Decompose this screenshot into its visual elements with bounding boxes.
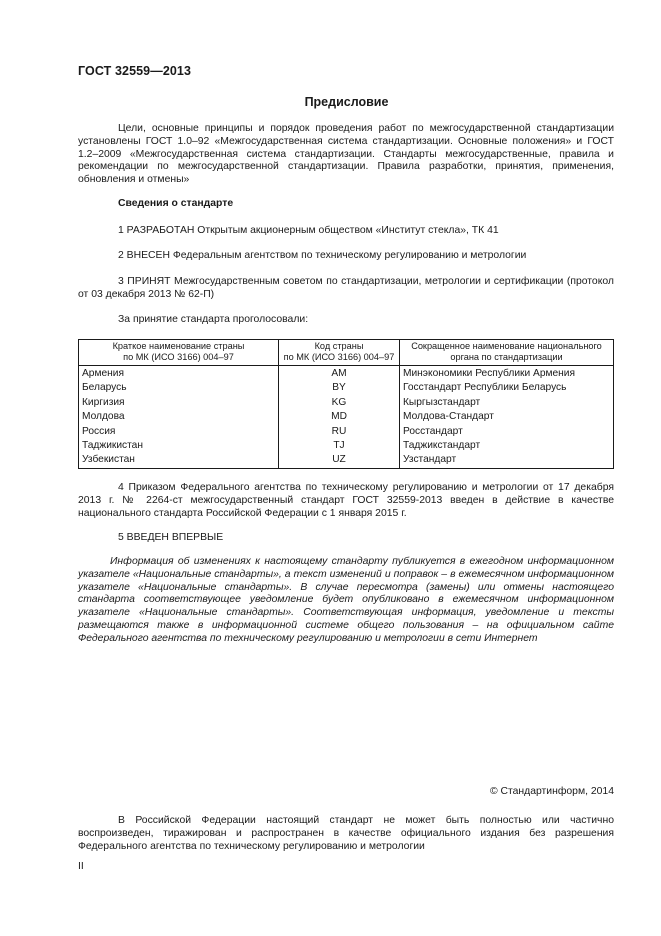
item-3-adopted: 3 ПРИНЯТ Межгосударственным советом по стандартизации, метрологии и сертификации (протокол от 03 декабря 2013 № 62-П)	[78, 276, 614, 300]
header-standards-body: Сокращенное наименование национального органа по стандартизации	[400, 340, 614, 366]
country-name: Киргизия	[79, 396, 279, 410]
country-name: Россия	[79, 425, 279, 439]
vote-intro: За принятие стандарта проголосовали:	[118, 314, 309, 325]
table-row	[79, 425, 614, 439]
country-name: Узбекистан	[79, 453, 279, 468]
amendments-notice: Информация об изменениях к настоящему стандарту публикуется в ежегодном информационном указателе «Национальные стандарты», а текст изменений и поправок – в ежемесячном информационном указателе «Национальные стандарты». В случае пересмотра (замены) или отмены настоящего стандарта соответствующее уведомление будет опубликовано в ежемесячном информационном указателе «Национальные стандарты». Соответствующая информация, уведомление и тексты размещаются также в информационной системе общего пользования – на официальном сайте Федерального агентства по техническому регулированию и метрологии в сети Интернет	[78, 556, 614, 644]
standards-body: Молдова-Стандарт	[400, 410, 614, 424]
info-heading: Сведения о стандарте	[118, 198, 234, 209]
country-name: Армения	[79, 366, 279, 382]
reproduction-notice: В Российской Федерации настоящий стандарт не может быть полностью или частично воспроизведен, тиражирован и распространен в качестве официального издания без разрешения Федерального агентства по техническому регулированию и метрологии	[78, 815, 614, 852]
page-number: II	[78, 861, 84, 872]
country-code: AM	[279, 366, 400, 382]
country-code: RU	[279, 425, 400, 439]
standard-code: ГОСТ 32559—2013	[78, 64, 192, 78]
voting-table	[78, 339, 614, 469]
country-code: KG	[279, 396, 400, 410]
country-name: Беларусь	[79, 381, 279, 395]
table-row	[79, 396, 614, 410]
section-title-text: Предисловие	[304, 95, 389, 109]
table-row	[79, 439, 614, 453]
standards-body: Кыргызстандарт	[400, 396, 614, 410]
standards-body: Таджикстандарт	[400, 439, 614, 453]
copyright: © Стандартинформ, 2014	[489, 786, 614, 797]
country-name: Таджикистан	[79, 439, 279, 453]
country-code: TJ	[279, 439, 400, 453]
standards-body: Росстандарт	[400, 425, 614, 439]
table-row	[79, 453, 614, 468]
section-title	[0, 95, 661, 109]
standards-body: Узстандарт	[400, 453, 614, 468]
item-2-introduced: 2 ВНЕСЕН Федеральным агентством по техническому регулированию и метрологии	[118, 250, 527, 261]
header-country-name: Краткое наименование страны по МК (ИСО 3166) 004–97	[79, 340, 279, 366]
standards-body: Госстандарт Республики Беларусь	[400, 381, 614, 395]
item-5-first-introduced: 5 ВВЕДЕН ВПЕРВЫЕ	[118, 532, 224, 543]
table-row	[79, 366, 614, 382]
item-4-order: 4 Приказом Федерального агентства по техническому регулированию и метрологии от 17 декабря 2013 г. № 2264-ст межгосударственный стандарт ГОСТ 32559-2013 введен в действие в качестве национального стандарта Российской Федерации с 1 января 2015 г.	[78, 482, 614, 519]
header-country-code: Код страны по МК (ИСО 3166) 004–97	[279, 340, 400, 366]
intro-paragraph: Цели, основные принципы и порядок проведения работ по межгосударственной стандартизации установлены ГОСТ 1.0–92 «Межгосударственная система стандартизации. Основные положения» и ГОСТ 1.2–2009 «Межгосударственная система стандартизации. Стандарты межгосударственные, правила и рекомендации по межгосударственной стандартизации. Правила разработки, принятия, применения, обновления и отмены»	[78, 123, 614, 186]
country-code: BY	[279, 381, 400, 395]
item-1-developed: 1 РАЗРАБОТАН Открытым акционерным обществом «Институт стекла», ТК 41	[118, 225, 499, 236]
table-row	[79, 410, 614, 424]
country-name: Молдова	[79, 410, 279, 424]
standards-body: Минэкономики Республики Армения	[400, 366, 614, 382]
table-row	[79, 381, 614, 395]
table-header-row	[79, 340, 614, 366]
country-code: MD	[279, 410, 400, 424]
country-code: UZ	[279, 453, 400, 468]
